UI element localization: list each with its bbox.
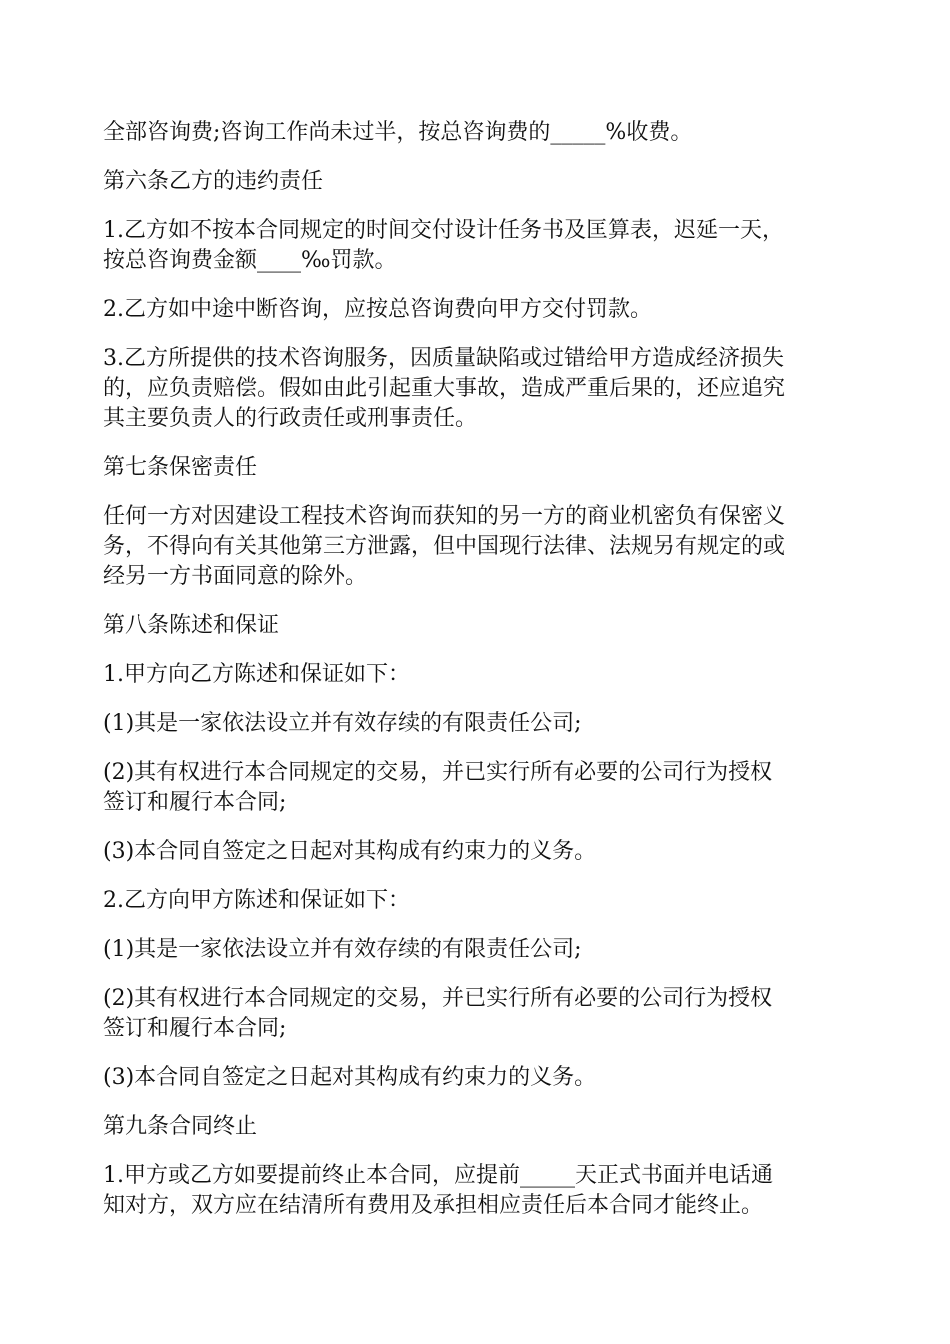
- paragraph: [103, 502, 853, 592]
- paragraph: [103, 453, 853, 483]
- paragraph: [103, 1112, 853, 1142]
- text-line: (2)其有权进行本合同规定的交易，并已实行所有必要的公司行为授权: [103, 760, 773, 785]
- paragraph: [103, 709, 853, 739]
- text-line: 的，应负责赔偿。假如由此引起重大事故，造成严重后果的，还应追究: [103, 376, 786, 401]
- text-line: (3)本合同自签定之日起对其构成有约束力的义务。: [103, 1065, 597, 1090]
- text-line: (2)其有权进行本合同规定的交易，并已实行所有必要的公司行为授权: [103, 986, 773, 1011]
- text-line: (1)其是一家依法设立并有效存续的有限责任公司;: [103, 937, 582, 962]
- text-line: 3.乙方所提供的技术咨询服务，因质量缺陷或过错给甲方造成经济损失: [103, 346, 784, 371]
- text-line: 2.乙方向甲方陈述和保证如下：: [103, 888, 410, 913]
- paragraph: [103, 660, 853, 690]
- text-line: 1.甲方向乙方陈述和保证如下：: [103, 662, 410, 687]
- text-line: 经另一方书面同意的除外。: [103, 564, 368, 589]
- text-line: 任何一方对因建设工程技术咨询而获知的另一方的商业机密负有保密义: [103, 504, 786, 529]
- text-line: 其主要负责人的行政责任或刑事责任。: [103, 406, 478, 431]
- text-line: 2.乙方如中途中断咨询，应按总咨询费向甲方交付罚款。: [103, 297, 652, 322]
- paragraph: [103, 216, 853, 276]
- paragraph: [103, 935, 853, 965]
- paragraph: [103, 118, 853, 148]
- text-line: 第七条保密责任: [103, 455, 258, 480]
- paragraph: [103, 886, 853, 916]
- text-line: 签订和履行本合同;: [103, 790, 287, 815]
- text-line: 知对方，双方应在结清所有费用及承担相应责任后本合同才能终止。: [103, 1193, 764, 1218]
- paragraph: [103, 167, 853, 197]
- paragraph: [103, 1161, 853, 1221]
- paragraph: [103, 837, 853, 867]
- text-line: 第九条合同终止: [103, 1114, 258, 1139]
- text-line: (1)其是一家依法设立并有效存续的有限责任公司;: [103, 711, 582, 736]
- paragraph: [103, 984, 853, 1044]
- paragraph: [103, 758, 853, 818]
- document-page: [103, 118, 853, 1240]
- text-line: 按总咨询费金额____‰罚款。: [103, 248, 397, 273]
- text-line: 1.甲方或乙方如要提前终止本合同，应提前_____天正式书面并电话通: [103, 1163, 773, 1188]
- text-line: 务，不得向有关其他第三方泄露，但中国现行法律、法规另有规定的或: [103, 534, 786, 559]
- text-line: 签订和履行本合同;: [103, 1016, 287, 1041]
- paragraph: [103, 344, 853, 434]
- paragraph: [103, 611, 853, 641]
- paragraph: [103, 1063, 853, 1093]
- text-line: 全部咨询费;咨询工作尚未过半，按总咨询费的_____%收费。: [103, 120, 693, 145]
- text-line: 1.乙方如不按本合同规定的时间交付设计任务书及匡算表，迟延一天，: [103, 218, 784, 243]
- paragraph: [103, 295, 853, 325]
- text-line: (3)本合同自签定之日起对其构成有约束力的义务。: [103, 839, 597, 864]
- text-line: 第八条陈述和保证: [103, 613, 280, 638]
- text-line: 第六条乙方的违约责任: [103, 169, 324, 194]
